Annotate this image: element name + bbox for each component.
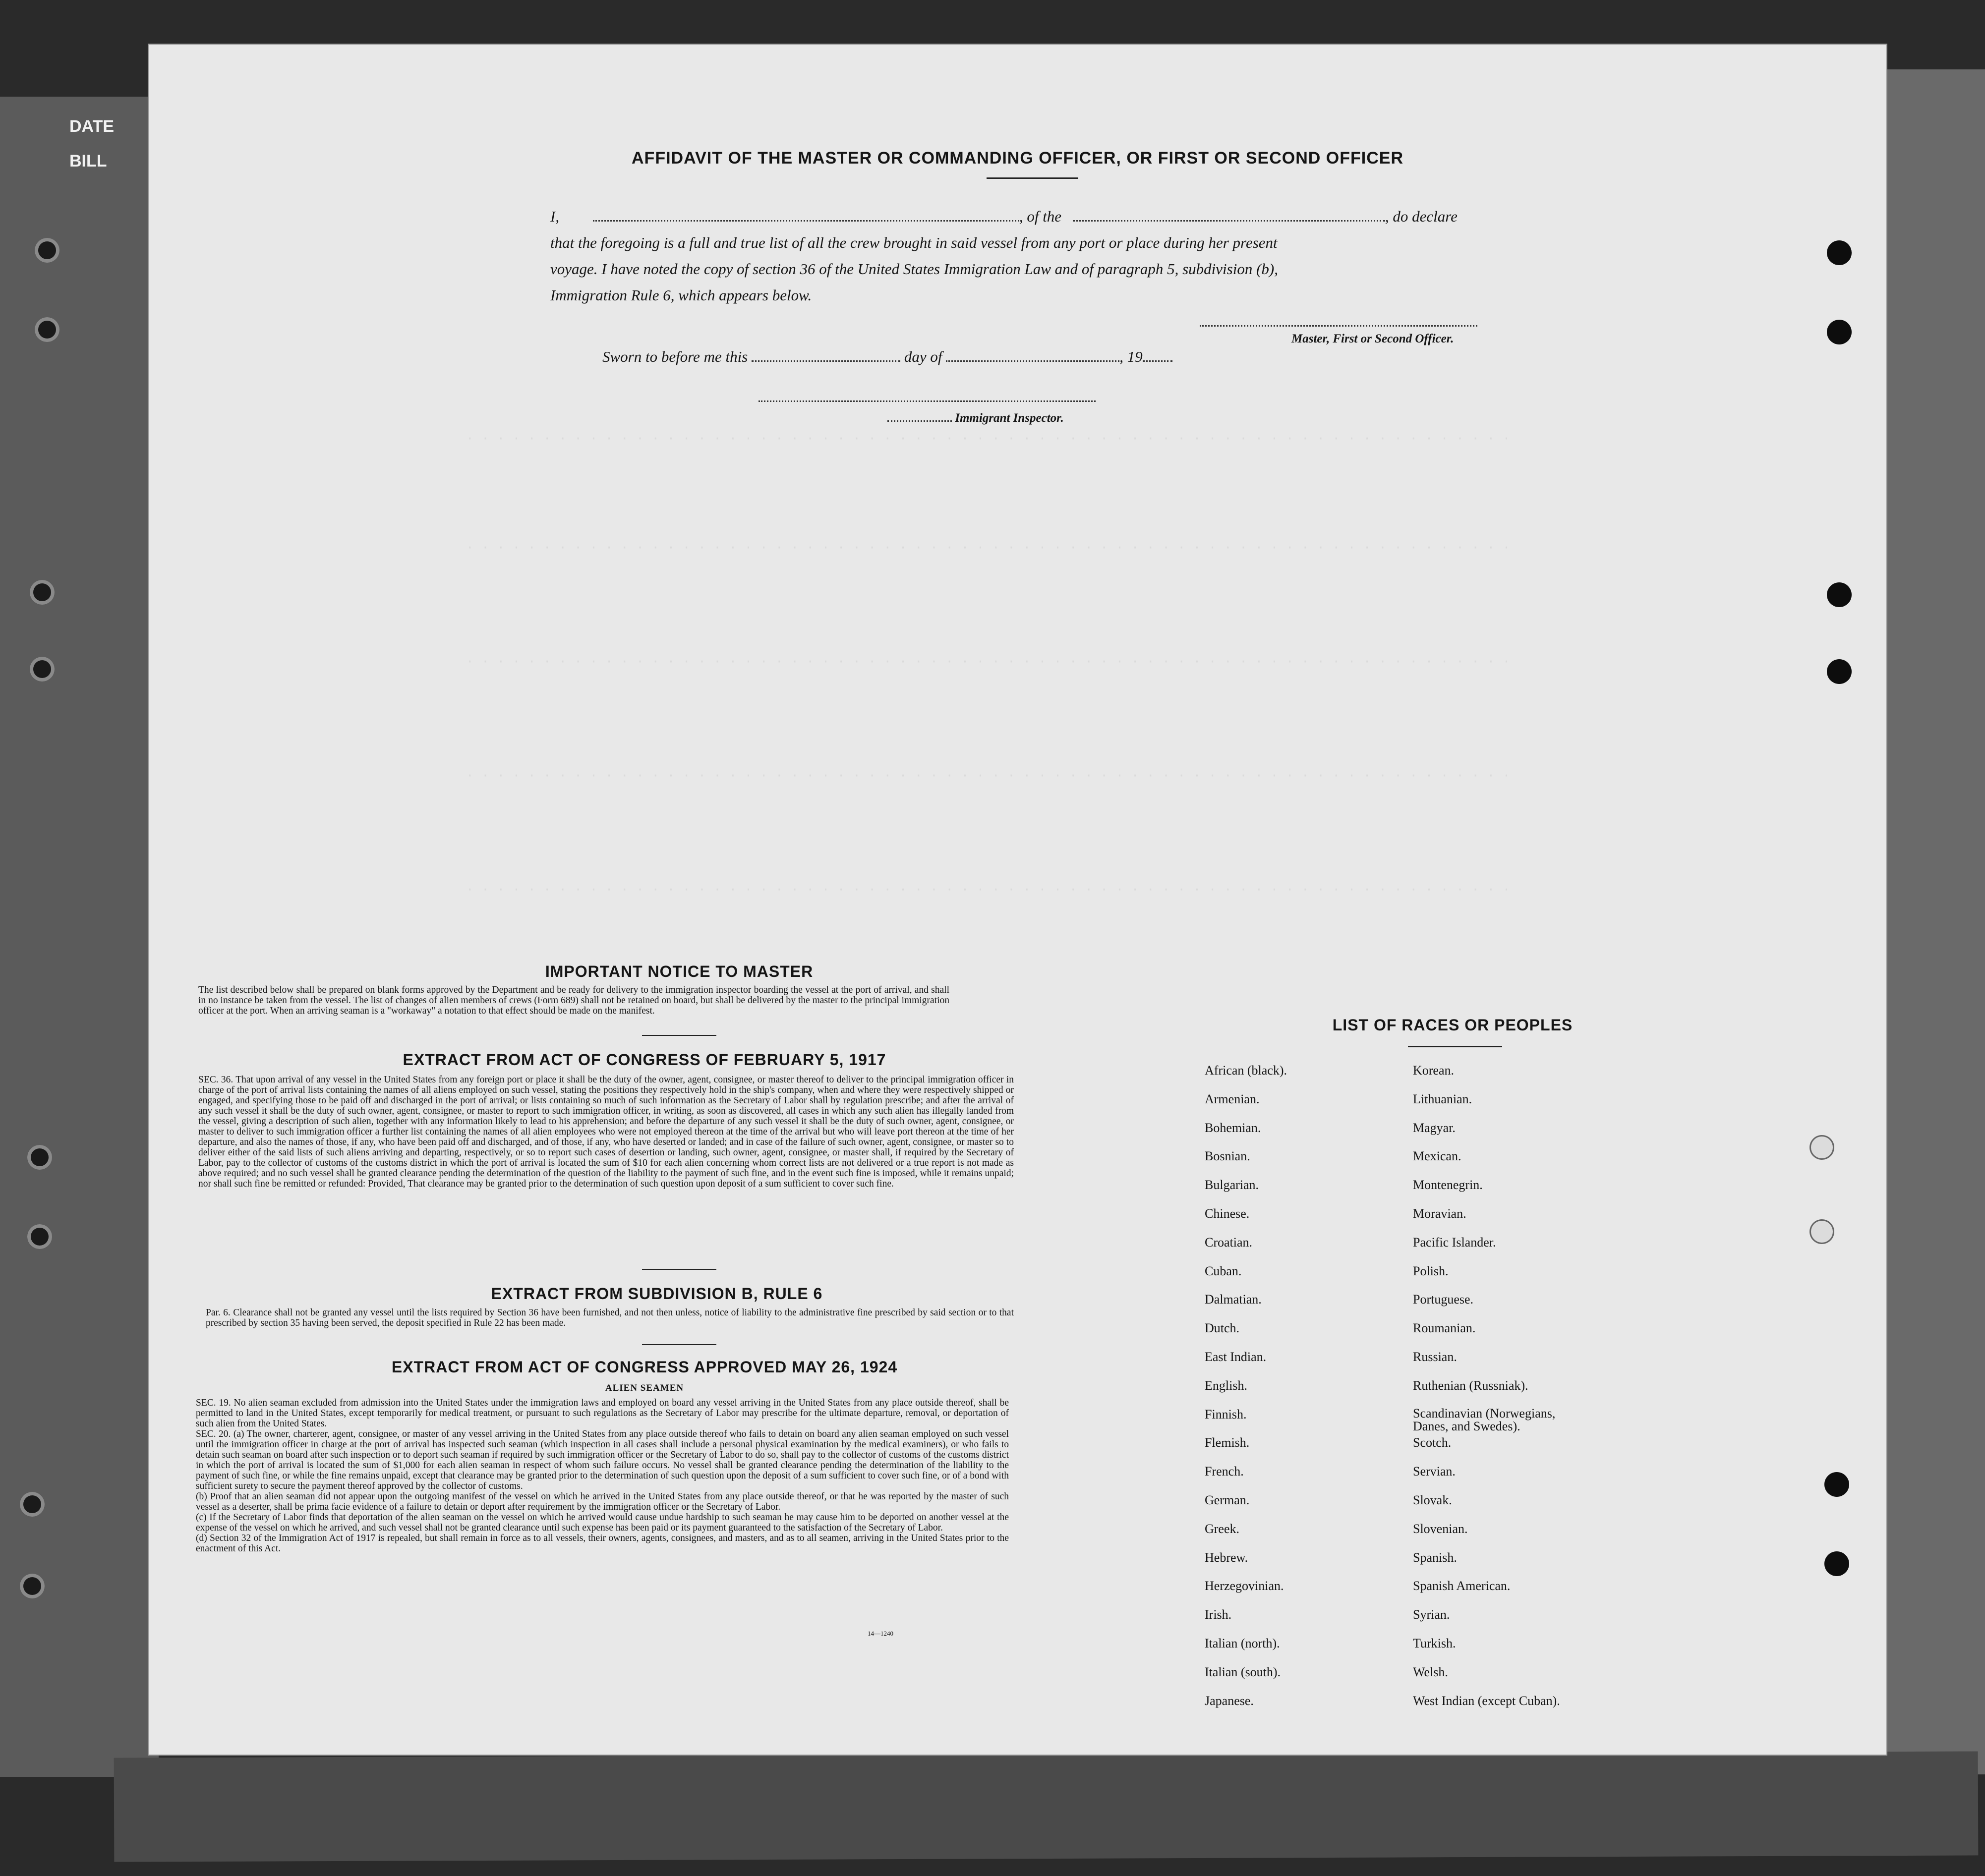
- race-item: Bosnian.: [1205, 1149, 1250, 1164]
- binder-hole-icon: [27, 1224, 52, 1249]
- notice-title: IMPORTANT NOTICE TO MASTER: [545, 963, 814, 980]
- affidavit-i: I,: [550, 208, 560, 225]
- divider-rule: [642, 1035, 716, 1036]
- race-item: Turkish.: [1413, 1636, 1456, 1650]
- race-item: Moravian.: [1413, 1206, 1466, 1221]
- race-item: Greek.: [1205, 1521, 1240, 1536]
- vessel-name-field[interactable]: [1073, 220, 1385, 222]
- notice-text: The list described below shall be prepared on blank forms approved by the Department and be ready for delivery to the immigration inspector boarding the vessel at the port of arrival, and shall in no instance be taken from the vessel. The list of changes of alien members of crews (Form 689) shall not be retained on board, but shall be delivered by the master to the principal immigration officer at the port. When an arriving seaman is a "workaway" a notation to that effect should be made on the manifest.: [198, 985, 949, 1016]
- race-item: Bohemian.: [1205, 1120, 1261, 1135]
- affidavit-title: AFFIDAVIT OF THE MASTER OR COMMANDING OFFICER, OR FIRST OR SECOND OFFICER: [632, 149, 1403, 168]
- back-sheet-bottom: [114, 1751, 1979, 1862]
- race-item: Montenegrin.: [1413, 1178, 1483, 1193]
- extract-1917-text: SEC. 36. That upon arrival of any vessel in the United States from any foreign port or place it shall be the duty of the owner, agent, consignee, or master thereof to deliver to the principal immigration officer in charge of the port of arrival lists containing the names of all aliens employed on such vessel, stating the positions they respectively hold in the ship's company, when and where they were respectively shipped or engaged, and specifying those to be paid off and discharged in the port of arrival; or lists containing so much of such information as the Secretary of Labor shall by regulation prescribe; and after the arrival of any such vessel it shall be the duty of such owner, agent, consignee, or master to report to such immigration officer, in writing, as soon as discovered, all cases in which any such alien has illegally landed from the vessel, giving a description of such alien, together with any information likely to lead to his apprehension; and before the departure of any such vessel it shall be the duty of such owner, agent, consignee, or master to deliver to such immigration officer a further list containing the names of all alien employees who were not employed thereon at the time of the arrival but who will leave port thereon at the time of her departure, and also the names of those, if any, who have been paid off and discharged, and of those, if any, who have deserted or landed; and in case of the failure of such owner, agent, consignee, or master so to deliver either of the said lists of such aliens arriving and departing, respectively, or so to report such cases of desertion or landing, such owner, agent, consignee, or master shall, if required by the Secretary of Labor, pay to the collector of customs of the customs district in which the port of arrival is located the sum of $10 for each alien concerning whom correct lists are not delivered or a true report is not made as above required; and no such vessel shall be granted clearance pending the determination of the question of the liability to the payment of such fine, and in the event such fine is imposed, while it remains unpaid; nor shall such fine be remitted or refunded: Provided, That clearance may be granted prior to the determination of such question upon deposit of a sum sufficient to cover such fine.: [198, 1075, 1014, 1189]
- affidavit-line-1: [550, 203, 1681, 229]
- binder-hole-icon: [20, 1492, 45, 1517]
- form-number: 14—1240: [868, 1630, 893, 1637]
- sec20a-text: SEC. 20. (a) The owner, charterer, agent, consignee, or master of any vessel arriving in the United States from any place outside thereof who fails to detain on board any alien seaman employed on such vessel until the immigration officer in charge at the port of arrival has inspected such seaman (which inspection in all cases shall include a personal physical examination by the medical examiners), or who fails to detain such seaman on board after such inspection or to deport such seaman if required by such immigration officer or the Secretary of Labor to do so, shall pay to the collector of customs of the customs district in which the port of arrival is located the sum of $1,000 for each alien seaman in respect of whom such failure occurs. No vessel shall be granted clearance pending the determination of the liability to the payment of such fine, or while the fine remains unpaid, except that clearance may be granted prior to the determination of such question upon the deposit of a sum sufficient to cover such fine, or of a bond with sufficient surety to secure the payment thereof approved by the collector of customs.: [196, 1429, 1009, 1491]
- sec20c-text: (c) If the Secretary of Labor finds that deportation of the alien seaman on the vessel on which he arrived would cause undue hardship to such seaman he may cause him to be deported on another vessel at the expense of the vessel on which he arrived, and such vessel shall not be granted clearance until such expense has been paid or its payment guaranteed to the satisfaction of the Secretary of Labor.: [196, 1512, 1009, 1533]
- races-title: LIST OF RACES OR PEOPLES: [1332, 1016, 1573, 1034]
- race-item: Spanish American.: [1413, 1579, 1511, 1593]
- sec20d-text: (d) Section 32 of the Immigration Act of 1917 is repealed, but shall remain in force as to all vessels, their owners, agents, consignees, and masters, and as to all seamen, arriving in the United States prior to the enactment of this Act.: [196, 1533, 1009, 1554]
- race-item: African (black).: [1205, 1063, 1287, 1078]
- affidavit-of-the: , of the: [1019, 208, 1062, 225]
- punch-hole-icon: [1810, 1219, 1834, 1244]
- sworn-month-field[interactable]: [946, 360, 1119, 362]
- inspector-signature-field[interactable]: [759, 400, 1096, 402]
- affidavit-line-3: voyage. I have noted the copy of section 36 of the United States Immigration Law and of paragraph 5, subdivision (b),: [550, 260, 1278, 278]
- affidavit-body: [550, 203, 1681, 308]
- race-item: Polish.: [1413, 1263, 1449, 1278]
- extract-1917-title: EXTRACT FROM ACT OF CONGRESS OF FEBRUARY 5, 1917: [403, 1051, 886, 1069]
- race-item: German.: [1205, 1492, 1250, 1507]
- race-item: Russian.: [1413, 1349, 1457, 1364]
- affidavit-declare: , do declare: [1385, 208, 1458, 225]
- punch-hole-icon: [1827, 320, 1852, 344]
- race-item: Welsh.: [1413, 1664, 1448, 1679]
- title-rule: [987, 177, 1078, 179]
- race-item: Finnish.: [1205, 1407, 1247, 1421]
- races-list-left: [1205, 1063, 1287, 1722]
- master-signature-field[interactable]: [1200, 325, 1477, 327]
- punch-hole-icon: [1827, 582, 1852, 607]
- race-item: West Indian (except Cuban).: [1413, 1693, 1560, 1708]
- edge-stamp: [69, 109, 114, 178]
- binder-hole-icon: [35, 317, 59, 342]
- race-item: Ruthenian (Russniak).: [1413, 1378, 1528, 1393]
- sec19-text: SEC. 19. No alien seaman excluded from admission into the United States under the immigration laws and employed on board any vessel arriving in the United States from any place outside thereof, shall be permitted to land in the United States, except temporarily for medical treatment, or pursuant to such regulations as the Secretary of Labor may prescribe for the ultimate departure, removal, or deportation of such alien from the United States.: [196, 1398, 1009, 1429]
- race-item: Herzegovinian.: [1205, 1579, 1284, 1593]
- binder-hole-icon: [30, 657, 55, 682]
- race-item: Dutch.: [1205, 1321, 1240, 1336]
- extract-1924-title: EXTRACT FROM ACT OF CONGRESS APPROVED MAY 26, 1924: [391, 1358, 898, 1376]
- race-item: Italian (south).: [1205, 1664, 1281, 1679]
- edge-stamp-bill: BILL: [69, 152, 107, 171]
- master-name-field[interactable]: [593, 220, 1019, 222]
- binder-hole-icon: [20, 1574, 45, 1598]
- inspector-leader: [887, 420, 952, 422]
- race-item: Dalmatian.: [1205, 1292, 1262, 1307]
- sworn-label: Sworn to before me this: [602, 348, 748, 365]
- punch-hole-icon: [1827, 240, 1852, 265]
- back-sheet-left: [0, 97, 159, 1777]
- punch-hole-icon: [1810, 1135, 1834, 1160]
- divider-rule: [642, 1269, 716, 1270]
- sworn-line: [602, 348, 1172, 366]
- race-item: Mexican.: [1413, 1149, 1461, 1164]
- race-item: Hebrew.: [1205, 1550, 1248, 1565]
- bleed-through-mark: · · · · · · · · · · · · · · · · · · · · · · · · · · · · · · · · · · · · · · · · · · · · · · · · · · · · · · · · · · · · · · · · · · · ·: [466, 768, 1511, 783]
- race-item: Spanish.: [1413, 1550, 1457, 1565]
- race-item: Roumanian.: [1413, 1321, 1476, 1336]
- title-rule: [1408, 1046, 1502, 1047]
- race-item: Scandinavian (Norwegians, Danes, and Swedes).: [1413, 1406, 1556, 1433]
- race-item: Italian (north).: [1205, 1636, 1280, 1650]
- binder-hole-icon: [27, 1145, 52, 1170]
- race-item: Syrian.: [1413, 1607, 1450, 1622]
- race-item: Portuguese.: [1413, 1292, 1474, 1307]
- punch-hole-icon: [1824, 1551, 1849, 1576]
- document-sheet: [149, 45, 1886, 1755]
- race-item: Slovenian.: [1413, 1521, 1468, 1536]
- race-item: Cuban.: [1205, 1263, 1242, 1278]
- master-signature-label: Master, First or Second Officer.: [1291, 332, 1454, 345]
- binder-hole-icon: [35, 238, 59, 263]
- edge-stamp-date: DATE: [69, 117, 115, 136]
- bleed-through-mark: · · · · · · · · · · · · · · · · · · · · · · · · · · · · · · · · · · · · · · · · · · · · · · · · · · · · · · · · · · · · · · · · · · · ·: [466, 654, 1511, 669]
- race-item: Flemish.: [1205, 1435, 1250, 1450]
- inspector-text: Immigrant Inspector.: [955, 411, 1064, 425]
- race-item: Scotch.: [1413, 1435, 1452, 1450]
- sworn-day-field[interactable]: [752, 360, 900, 362]
- race-item: Chinese.: [1205, 1206, 1250, 1221]
- bleed-through-mark: · · · · · · · · · · · · · · · · · · · · · · · · · · · · · · · · · · · · · · · · · · · · · · · · · · · · · · · · · · · · · · · · · · · ·: [466, 882, 1511, 897]
- punch-hole-icon: [1827, 659, 1852, 684]
- sworn-year-field[interactable]: [1143, 360, 1172, 362]
- rule6-title: EXTRACT FROM SUBDIVISION B, RULE 6: [491, 1285, 823, 1303]
- extract-1924-body: [196, 1398, 1009, 1554]
- affidavit-line-4: Immigration Rule 6, which appears below.: [550, 286, 812, 304]
- race-item: Irish.: [1205, 1607, 1232, 1622]
- inspector-label: [887, 411, 1064, 425]
- race-item: Lithuanian.: [1413, 1091, 1472, 1106]
- race-item: Magyar.: [1413, 1120, 1456, 1135]
- binder-hole-icon: [30, 580, 55, 605]
- bleed-through-mark: · · · · · · · · · · · · · · · · · · · · · · · · · · · · · · · · · · · · · · · · · · · · · · · · · · · · · · · · · · · · · · · · · · · ·: [466, 540, 1511, 555]
- race-item: Slovak.: [1413, 1492, 1452, 1507]
- race-item: English.: [1205, 1378, 1247, 1393]
- race-item: Japanese.: [1205, 1693, 1254, 1708]
- day-of-label: day of: [904, 348, 942, 365]
- race-item: Pacific Islander.: [1413, 1235, 1496, 1250]
- rule6-text: Par. 6. Clearance shall not be granted any vessel until the lists required by Section 36 have been furnished, and not then unless, notice of liability to the administrative fine prescribed by said section or to that prescribed by section 35 having been served, the deposit specified in Rule 22 has been made.: [206, 1308, 1014, 1328]
- year-label: , 19: [1119, 348, 1143, 365]
- sec20b-text: (b) Proof that an alien seaman did not appear upon the outgoing manifest of the vessel on which he arrived in the United States from any place outside thereof, or that he was reported by the master of such vessel as a deserter, shall be prima facie evidence of a failure to detain or deport after requirement by the immigration officer or the Secretary of Labor.: [196, 1491, 1009, 1512]
- affidavit-line-2: that the foregoing is a full and true list of all the crew brought in said vessel from any port or place during her present: [550, 234, 1278, 251]
- races-list-right: [1413, 1063, 1591, 1722]
- race-item: French.: [1205, 1464, 1244, 1479]
- race-item: Croatian.: [1205, 1235, 1253, 1250]
- race-item: Korean.: [1413, 1063, 1455, 1078]
- race-item: East Indian.: [1205, 1349, 1267, 1364]
- race-item: Armenian.: [1205, 1091, 1260, 1106]
- divider-rule: [642, 1344, 716, 1345]
- race-item: Servian.: [1413, 1464, 1456, 1479]
- alien-seamen-subtitle: ALIEN SEAMEN: [605, 1383, 684, 1393]
- punch-hole-icon: [1824, 1472, 1849, 1497]
- race-item: Bulgarian.: [1205, 1178, 1259, 1193]
- bleed-through-mark: · · · · · · · · · · · · · · · · · · · · · · · · · · · · · · · · · · · · · · · · · · · · · · · · · · · · · · · · · · · · · · · · · · · ·: [466, 431, 1511, 446]
